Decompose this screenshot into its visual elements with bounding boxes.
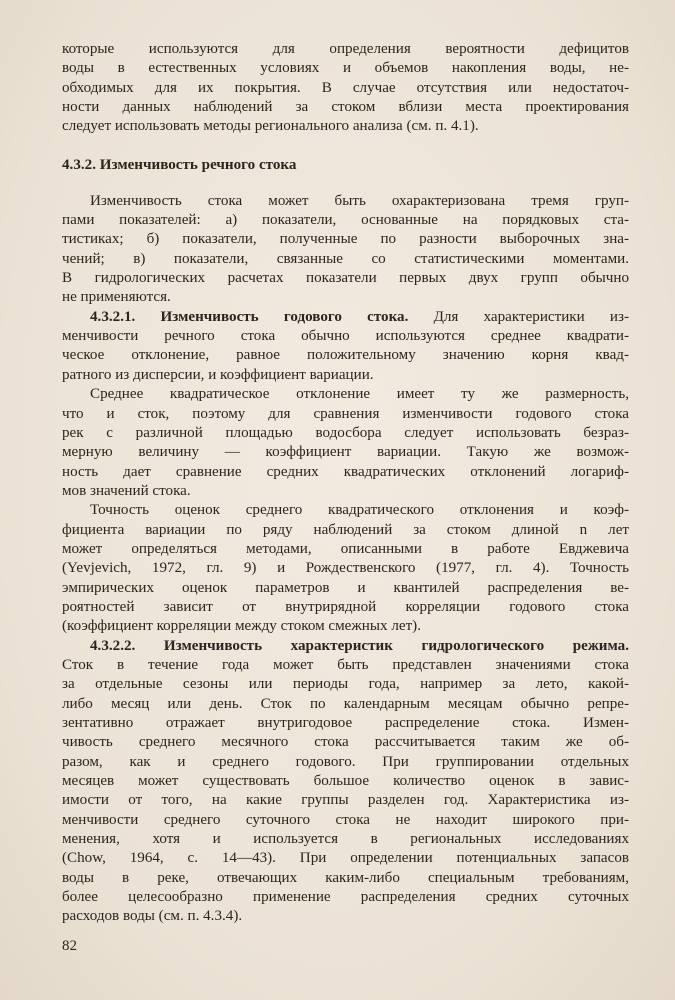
text-line: мерную величину — коэффициент вариации. Такую же возмож- [62, 444, 629, 461]
section-heading: 4.3.2. Изменчивость речного стока [62, 156, 297, 173]
section-intro-paragraph [62, 192, 629, 308]
text-line: фициента вариации по ряду наблюдений за стоком длиной n лет [62, 521, 629, 538]
text-line: менения, хотя и используется в региональных исследованиях [62, 831, 629, 848]
text-line: В гидрологических расчетах показатели первых двух групп обычно [62, 270, 629, 287]
text-line: чивость среднего месячного стока рассчитывается таким же об- [62, 734, 629, 751]
mean-deviation-paragraph [62, 385, 629, 501]
text-line: (коэффициент корреляции между стоком смежных лет). [62, 618, 421, 635]
intro-paragraph [62, 40, 629, 137]
text-line: более целесообразно применение распределения средних суточных [62, 889, 629, 906]
text-line: эмпирических оценок параметров и квантилей распределения ве- [62, 579, 629, 596]
text-line: пами показателей: а) показатели, основанные на порядковых ста- [62, 212, 629, 229]
text-line: зентативно отражает внутригодовое распределение стока. Измен- [62, 715, 629, 731]
text-line: (Chow, 1964, с. 14—43). При определении потенциальных запасов [62, 850, 629, 867]
page-number: 82 [62, 938, 77, 954]
text-line: тистиках; б) показатели, полученные по разности выборочных зна- [62, 231, 629, 248]
text-line: имости от того, на какие группы разделен год. Характеристика из- [62, 792, 629, 809]
text-line: месяцев может существовать большое количество оценок в завис- [62, 773, 629, 790]
text-line: которые используются для определения вероятности дефицитов [62, 41, 629, 57]
text-line: расходов воды (см. п. 4.3.4). [62, 908, 243, 925]
text-line: роятностей зависит от внутрирядной корреляции годового стока [62, 598, 629, 615]
text-line: менчивости речного стока обычно используются среднее квадрати- [62, 328, 629, 345]
subsection-hydrological-regime [62, 637, 629, 927]
text-line: что и сток, поэтому для сравнения изменчивости годового стока [62, 405, 629, 422]
text-line: мов значений стока. [62, 482, 191, 499]
text-line: ческое отклонение, равное положительному значению корня квад- [62, 347, 629, 364]
subsection-heading: 4.3.2.2. Изменчивость характеристик гидрологического режима. [90, 637, 629, 654]
text-line: воды в реке, отвечающих каким-либо специальным требованиям, [62, 869, 629, 886]
text-line: (Yevjevich, 1972, гл. 9) и Рождественского (1977, гл. 4). Точность [62, 560, 629, 577]
heading-continuation: Для характеристики из- [408, 308, 629, 325]
text-line: рек с различной площадью водосбора следует использовать безраз- [62, 424, 629, 441]
text-line: Точность оценок среднего квадратического отклонения и коэф- [90, 502, 629, 519]
text-line [62, 308, 629, 327]
text-line: Изменчивость стока может быть охарактеризована тремя груп- [90, 192, 629, 209]
text-line: ность дает сравнение средних квадратических отклонений логариф- [62, 463, 629, 480]
text-line: Среднее квадратическое отклонение имеет ту же размерность, [90, 386, 629, 403]
text-line: обходимых для их покрытия. В случае отсутствия или недостаточ- [62, 79, 629, 96]
subsection-annual-runoff [62, 308, 629, 385]
text-line: воды в естественных условиях и объемов накопления воды, не- [62, 60, 629, 77]
accuracy-paragraph [62, 501, 629, 636]
text-line: чений; в) показатели, связанные со статистическими моментами. [62, 250, 629, 267]
text-line: менчивости среднего суточного стока не находит широкого при- [62, 811, 629, 828]
text-line: либо месяц или день. Сток по календарным месяцам обычно репре- [62, 695, 629, 712]
text-line: за отдельные сезоны или периоды года, например за лето, какой- [62, 676, 629, 693]
text-line: Сток в течение года может быть представлен значениями стока [62, 656, 629, 673]
text-line: может определяться методами, описанными в работе Евджевича [62, 540, 629, 557]
text-line: не применяются. [62, 289, 171, 306]
text-line: следует использовать методы регионального анализа (см. п. 4.1). [62, 118, 479, 135]
text-line: разом, как и среднего годового. При группировании отдельных [62, 753, 629, 770]
subsection-heading: 4.3.2.1. Изменчивость годового стока. [90, 308, 409, 325]
text-line [62, 637, 629, 656]
text-line: ратного из дисперсии, и коэффициент вариации. [62, 366, 374, 383]
text-line: ности данных наблюдений за стоком вблизи места проектирования [62, 99, 629, 116]
